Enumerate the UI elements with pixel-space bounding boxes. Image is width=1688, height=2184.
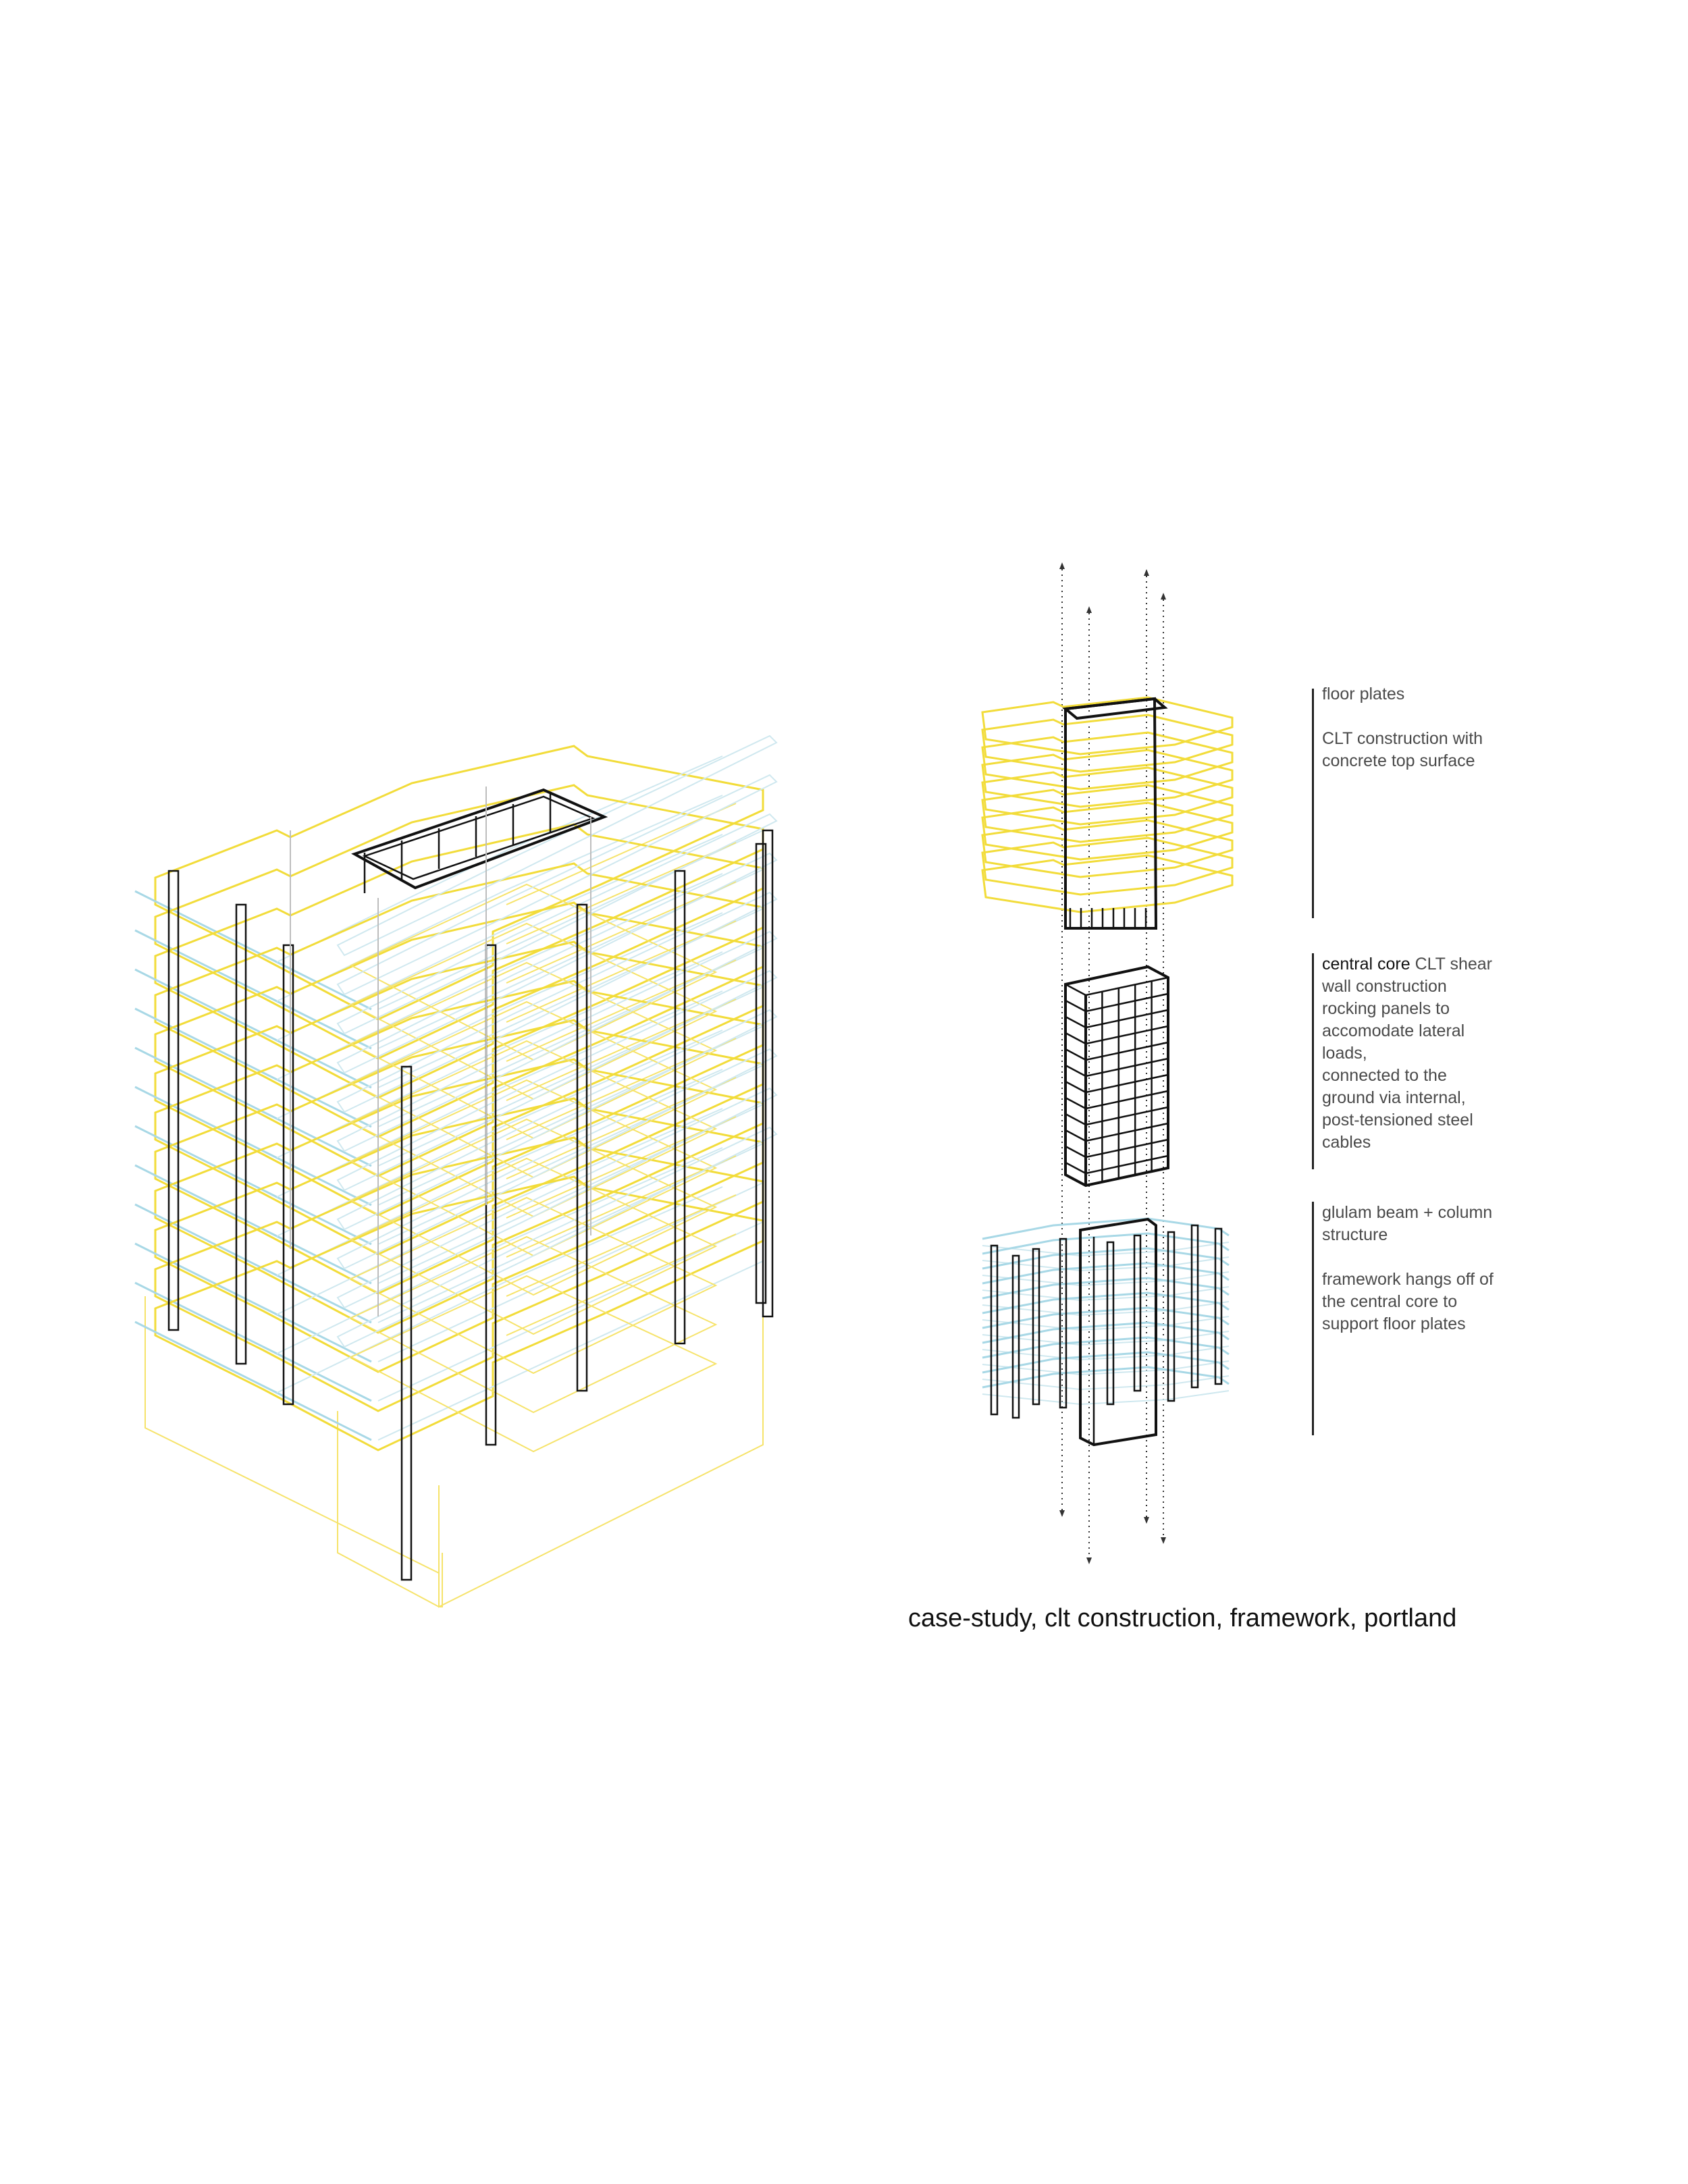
glulam-beam [135, 1322, 371, 1440]
glulam-line-5: support floor plates [1322, 1314, 1466, 1333]
exploded-glulam-column [1168, 1232, 1174, 1401]
central-core-line-1: wall construction [1322, 977, 1447, 996]
terrace-beam [338, 775, 776, 994]
floor-plates-line-2: concrete top surface [1322, 751, 1475, 770]
terrace-beam [338, 853, 776, 1073]
central-core-label [1322, 953, 1646, 1154]
central-core [1065, 967, 1168, 1186]
isometric-building [135, 736, 776, 1607]
core-panel-row [1086, 994, 1168, 1011]
cable-arrow-down [1059, 1510, 1065, 1517]
central-core-line-0 [1322, 953, 1646, 976]
core-panel-row [1065, 1001, 1086, 1011]
core-top-edge [1065, 984, 1086, 995]
core-panel-row [1086, 1123, 1168, 1141]
core-panel-row [1086, 1026, 1168, 1044]
core-top-edge [1086, 978, 1168, 995]
glulam-line-1: glulam beam + column [1322, 1203, 1493, 1222]
core-panel-row [1086, 1042, 1168, 1060]
cable-arrow-up [1161, 593, 1166, 600]
core-panel-row [1065, 1130, 1086, 1141]
central-core-line-6: ground via internal, [1322, 1088, 1466, 1107]
cable-arrow-down [1086, 1557, 1092, 1564]
core-panel-row [1086, 1140, 1168, 1157]
floor-plates-label [1322, 683, 1646, 772]
cable-arrow-down [1161, 1537, 1166, 1544]
cable-arrow-up [1086, 606, 1092, 613]
core-panel-row [1065, 1049, 1086, 1060]
core-panel-row [1065, 1114, 1086, 1125]
cable-arrow-down [1144, 1517, 1149, 1524]
core-panel-row [1086, 1059, 1168, 1076]
exploded-glulam-column [1215, 1229, 1221, 1384]
core-panel-row [1086, 1075, 1168, 1092]
core-panel-row [1086, 1091, 1168, 1109]
core-panel-row [1065, 1163, 1086, 1173]
glulam-line-3: framework hangs off of [1322, 1270, 1494, 1289]
core-panel-row [1065, 1082, 1086, 1092]
glulam-column [756, 844, 766, 1303]
exploded-glulam-column [991, 1246, 997, 1414]
floor-plates-line-1: CLT construction with [1322, 729, 1483, 748]
central-core-heading: central core [1322, 955, 1410, 974]
exploded-floor-plate [982, 855, 1232, 912]
glulam-label [1322, 1202, 1646, 1335]
label-divider-floor [1312, 689, 1314, 918]
central-core-line-5: connected to the [1322, 1066, 1447, 1085]
central-core-line-7: post-tensioned steel [1322, 1111, 1473, 1129]
diagram-caption: case-study, clt construction, framework, portland [908, 1604, 1457, 1632]
label-divider-core [1312, 953, 1314, 1169]
glulam-column [284, 945, 293, 1404]
terrace-beam [338, 736, 776, 955]
core-panel-row [1065, 1033, 1086, 1044]
cable-arrow-up [1059, 562, 1065, 569]
glulam-beam [135, 1283, 371, 1401]
central-core-line-2: rocking panels to [1322, 999, 1450, 1018]
cable-arrow-up [1144, 569, 1149, 576]
core-panel-row [1086, 1107, 1168, 1125]
exploded-axonometric [982, 562, 1232, 1564]
central-core-first-rest: CLT shear [1410, 955, 1492, 974]
core-panel-row [1065, 1098, 1086, 1109]
central-core-line-8: cables [1322, 1133, 1371, 1152]
terrace-beam [338, 814, 776, 1034]
core-panel-row [1065, 1065, 1086, 1076]
central-core-line-4: loads, [1322, 1044, 1367, 1063]
podium-outline [145, 1276, 763, 1607]
exploded-glulam-column [1060, 1239, 1066, 1408]
glulam-line-2: structure [1322, 1225, 1388, 1244]
glulam-line-4: the central core to [1322, 1292, 1458, 1311]
central-core-line-3: accomodate lateral [1322, 1021, 1465, 1040]
core-panel-row [1086, 1010, 1168, 1028]
core-top [354, 790, 604, 888]
core-panel-row [1065, 1146, 1086, 1157]
podium-step [338, 1411, 442, 1607]
label-divider-glulam [1312, 1202, 1314, 1435]
core-panel-row [1065, 1017, 1086, 1028]
floor-plates-heading: floor plates [1322, 685, 1405, 703]
